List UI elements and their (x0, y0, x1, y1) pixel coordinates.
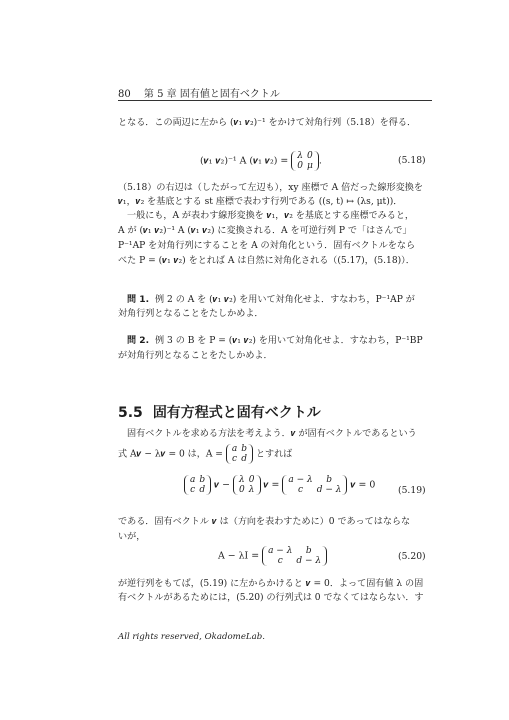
eq-number-5-19: (5.19) (398, 485, 426, 496)
text-line: 対角行列となることをたしかめよ． (118, 309, 264, 319)
equation-5-19: a b c d 𝒗 − λ 0 0 λ 𝒗 = a − λ b c d − λ 𝒗 = 0 (184, 475, 375, 495)
text-line: 一般にも，A が表わす線形変換を 𝒗₁，𝒗₂ を基底とする座標でみると， (127, 211, 415, 221)
section-title: 固有方程式と固有ベクトル (152, 405, 321, 421)
text-line: べた P = (𝒗₁ 𝒗₂) をとれば A は自然に対角化される（(5.17)，(5.18)）． (118, 256, 415, 266)
question-1: 問 1. 例 2 の A を (𝒗₁ 𝒗₂) を用いて対角化せよ．すなわち，P⁻¹AP が (127, 295, 415, 305)
text-line: が対角行列となることをたしかめよ． (118, 351, 273, 361)
chapter-title: 第 5 章 固有値と固有ベクトル (143, 89, 280, 100)
eq-number-5-18: (5.18) (398, 155, 426, 166)
page-number: 80 (118, 89, 131, 100)
text-line: 𝒗₁，𝒗₂ を基底とする st 座標で表わす行列である ((s, t) ↦ (λs, μt))． (118, 197, 403, 207)
text-line: いが， (118, 532, 146, 542)
text-line: 固有ベクトルを求める方法を考えよう．𝒗 が固有ベクトルであるという (127, 429, 417, 439)
text-line: A が (𝒗₁ 𝒗₂)⁻¹ A (𝒗₁ 𝒗₂) に変換される．A を可逆行列 P で「はさんで」 (118, 226, 412, 236)
question-1-label: 問 1. (127, 295, 150, 305)
matrix-A: a b c d (226, 444, 253, 464)
text-line: 式 A𝒗 − λ𝒗 = 0 は，A = a b c d とすれば (118, 444, 293, 464)
text-line: 有ベクトルがあるためには，(5.20) の行列式は 0 でなくてはならない．す (118, 593, 424, 603)
equation-5-20: A − λI = a − λ b c d − λ (218, 546, 327, 566)
text-line: （5.18）の右辺は（したがって左辺も），xy 座標で A 倍だった線形変換を (118, 183, 423, 193)
section-heading (118, 402, 321, 422)
equation-5-18: (𝒗₁ 𝒗₂)⁻¹ A (𝒗₁ 𝒗₂) = λ 0 0 μ . (200, 151, 322, 171)
footer-copyright: All rights reserved, OkadomeLab. (118, 632, 265, 642)
text-line: である．固有ベクトル 𝒗 は（方向を表わすために）0 であってはならな (118, 517, 411, 527)
running-header (118, 85, 280, 100)
eq518-matrix: λ 0 0 μ (291, 151, 319, 171)
text-line: P⁻¹AP を対角行列にすることを A の対角化という．固有ベクトルをなら (118, 241, 416, 251)
question-2: 問 2. 例 3 の B を P = (𝒗₁ 𝒗₂) を用いて対角化せよ．すなわち，P⁻¹BP (127, 336, 423, 346)
section-number: 5.5 (118, 405, 143, 421)
text-line: となる．この両辺に左から (𝒗₁ 𝒗₂)⁻¹ をかけて対角行列（5.18）を得る． (118, 118, 417, 128)
eq-number-5-20: (5.20) (398, 551, 426, 562)
question-2-label: 問 2. (127, 336, 150, 346)
text-line: が逆行列をもてば，(5.19) に左からかけると 𝒗 = 0．よって固有値 λ の固 (118, 579, 424, 589)
header-rule (118, 100, 432, 101)
eq518-left: (𝒗₁ 𝒗₂)⁻¹ A (𝒗₁ 𝒗₂) = (200, 155, 289, 167)
